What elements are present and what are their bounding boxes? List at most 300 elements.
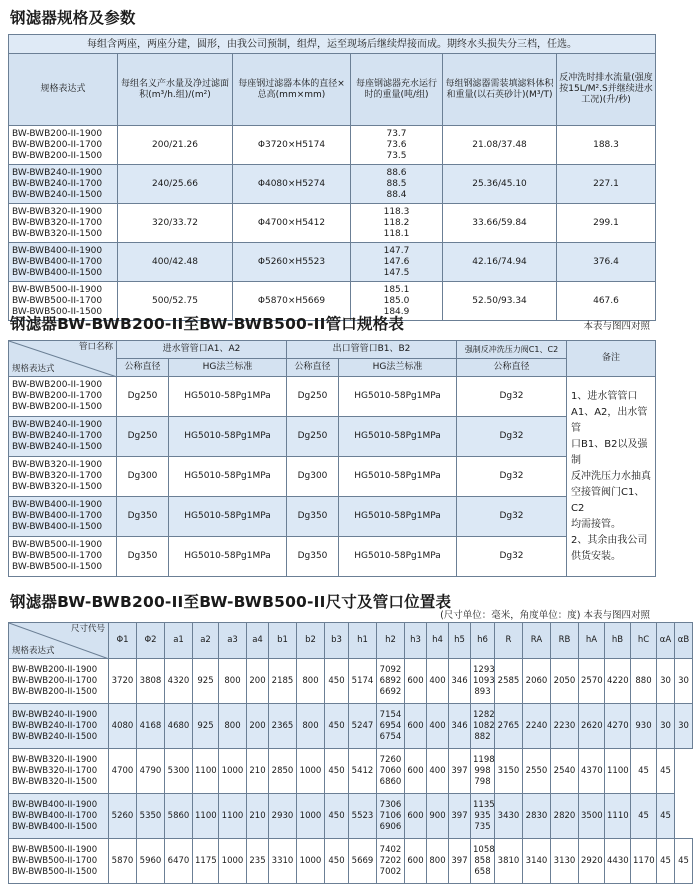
dimension-cell: 4430 xyxy=(605,839,631,884)
dimension-value: 7154 xyxy=(379,709,402,720)
media-cell: 25.36/45.10 xyxy=(443,165,557,204)
model-name: BW-BWB240-II-1700 xyxy=(12,431,103,441)
column-header: Φ1 xyxy=(109,623,137,659)
model-name: BW-BWB400-II-1700 xyxy=(12,511,103,521)
dimension-value: 1093 xyxy=(473,675,495,686)
dimension-cell xyxy=(471,659,495,704)
dimension-cell: 5247 xyxy=(349,704,377,749)
dimension-cell: 3130 xyxy=(551,839,579,884)
weight-value: 147.6 xyxy=(383,256,410,267)
column-header: h2 xyxy=(377,623,405,659)
dimension-cell: 1100 xyxy=(193,794,219,839)
size-cell: Φ5260×H5523 xyxy=(233,243,351,282)
section3-note: (尺寸单位：毫米，角度单位：度) 本表与图四对照 xyxy=(440,610,650,621)
model-name: BW-BWB240-II-1900 xyxy=(12,167,103,178)
dimension-cell: 3808 xyxy=(137,659,165,704)
backwash-cell: 299.1 xyxy=(557,204,656,243)
dimension-value: 7202 xyxy=(379,855,402,866)
outlet-dn-cell: Dg250 xyxy=(287,377,339,417)
dimension-value: 6860 xyxy=(379,776,402,787)
dimension-cell xyxy=(377,704,405,749)
dimension-cell: 45 xyxy=(631,794,657,839)
weight-value: 73.7 xyxy=(386,128,407,139)
model-name: BW-BWB240-II-1900 xyxy=(12,709,98,720)
dimension-cell: 800 xyxy=(297,659,325,704)
dimension-cell: 4370 xyxy=(579,749,605,794)
table-row xyxy=(9,749,693,794)
dimension-cell: 2570 xyxy=(579,659,605,704)
dimension-cell: 45 xyxy=(657,794,675,839)
table-row xyxy=(9,704,693,749)
model-name: BW-BWB200-II-1500 xyxy=(12,402,103,412)
column-header: hC xyxy=(631,623,657,659)
table-row xyxy=(9,659,693,704)
column-header: h6 xyxy=(471,623,495,659)
weight-value: 118.2 xyxy=(383,217,410,228)
model-name: BW-BWB320-II-1900 xyxy=(12,460,103,470)
column-header: b2 xyxy=(297,623,325,659)
table-row xyxy=(9,497,656,537)
dimension-value: 6754 xyxy=(379,731,402,742)
table-row xyxy=(9,165,656,204)
model-name: BW-BWB500-II-1500 xyxy=(12,306,103,317)
section2-note: 本表与图四对照 xyxy=(583,321,650,332)
header-inlet-flange: HG法兰标准 xyxy=(169,359,287,377)
size-cell: Φ5870×H5669 xyxy=(233,282,351,321)
dimension-cell: 2185 xyxy=(269,659,297,704)
dimension-cell: 4680 xyxy=(165,704,193,749)
dimension-cell: 1110 xyxy=(605,794,631,839)
capacity-cell: 500/52.75 xyxy=(118,282,233,321)
column-header: a3 xyxy=(219,623,247,659)
dimension-cell: 2540 xyxy=(551,749,579,794)
dimension-cell: 5350 xyxy=(137,794,165,839)
capacity-cell: 200/21.26 xyxy=(118,126,233,165)
column-header: a2 xyxy=(193,623,219,659)
inlet-dn-cell: Dg350 xyxy=(117,497,169,537)
dimension-cell: 600 xyxy=(405,839,427,884)
inlet-flange-cell: HG5010-58Pg1MPa xyxy=(169,377,287,417)
model-cell xyxy=(9,165,118,204)
media-cell: 52.50/93.34 xyxy=(443,282,557,321)
media-cell: 33.66/59.84 xyxy=(443,204,557,243)
table-row xyxy=(9,457,656,497)
header-weight: 每座钢滤器充水运行时的重量(吨/组) xyxy=(351,54,443,126)
valve-dn-cell: Dg32 xyxy=(457,457,567,497)
weight-value: 185.1 xyxy=(383,284,410,295)
model-name: BW-BWB500-II-1700 xyxy=(12,295,103,306)
dimension-value: 7402 xyxy=(379,844,402,855)
model-name: BW-BWB320-II-1500 xyxy=(12,228,103,239)
size-cell: Φ4700×H5412 xyxy=(233,204,351,243)
remark-line: 供货安装。 xyxy=(571,550,621,562)
model-name: BW-BWB200-II-1700 xyxy=(12,675,98,686)
dimension-cell: 6470 xyxy=(165,839,193,884)
model-name: BW-BWB320-II-1700 xyxy=(12,471,103,481)
dimension-cell: 3720 xyxy=(109,659,137,704)
dimension-cell: 1000 xyxy=(219,749,247,794)
valve-dn-cell: Dg32 xyxy=(457,497,567,537)
weight-cell xyxy=(351,243,443,282)
outlet-flange-cell: HG5010-58Pg1MPa xyxy=(339,457,457,497)
model-cell xyxy=(9,794,109,839)
spec-banner: 每组含两座，两座分建，圆形，由我公司预制，组焊，运至现场后继续焊接而成。期终水头损失分三档，任选。 xyxy=(9,35,656,54)
dimension-cell: 200 xyxy=(247,704,269,749)
dimension-cell: 2060 xyxy=(523,659,551,704)
model-name: BW-BWB240-II-1500 xyxy=(12,189,103,200)
dimension-cell: 2365 xyxy=(269,704,297,749)
column-header: R xyxy=(495,623,523,659)
dimension-cell: 900 xyxy=(427,794,449,839)
table-row xyxy=(9,537,656,577)
dimension-cell: 397 xyxy=(449,749,471,794)
dimension-cell xyxy=(377,659,405,704)
dimension-cell: 4080 xyxy=(109,704,137,749)
dimension-cell: 5860 xyxy=(165,794,193,839)
size-cell: Φ4080×H5274 xyxy=(233,165,351,204)
dimension-cell: 450 xyxy=(325,839,349,884)
column-header: Φ2 xyxy=(137,623,165,659)
model-cell xyxy=(9,204,118,243)
model-name: BW-BWB240-II-1500 xyxy=(12,731,98,742)
dimension-value: 7060 xyxy=(379,765,402,776)
dimension-cell: 4270 xyxy=(605,704,631,749)
capacity-cell: 400/42.48 xyxy=(118,243,233,282)
table-row xyxy=(9,377,656,417)
column-header: b1 xyxy=(269,623,297,659)
outlet-flange-cell: HG5010-58Pg1MPa xyxy=(339,417,457,457)
dimension-cell: 200 xyxy=(247,659,269,704)
pipe-table xyxy=(8,340,656,577)
inlet-flange-cell: HG5010-58Pg1MPa xyxy=(169,537,287,577)
model-name: BW-BWB320-II-1900 xyxy=(12,754,98,765)
dimension-cell xyxy=(471,749,495,794)
dimension-cell xyxy=(471,839,495,884)
dimension-cell: 930 xyxy=(631,704,657,749)
inlet-dn-cell: Dg250 xyxy=(117,417,169,457)
outlet-flange-cell: HG5010-58Pg1MPa xyxy=(339,497,457,537)
pipe-corner-top: 管口名称 xyxy=(78,342,113,352)
remark-line: 1、进水管管口 xyxy=(571,390,638,402)
dimension-value: 998 xyxy=(474,765,491,776)
model-name: BW-BWB320-II-1900 xyxy=(12,206,103,217)
spec-table xyxy=(8,34,656,321)
model-name: BW-BWB240-II-1700 xyxy=(12,178,103,189)
inlet-dn-cell: Dg250 xyxy=(117,377,169,417)
dimension-cell: 397 xyxy=(449,794,471,839)
dimension-cell: 5260 xyxy=(109,794,137,839)
model-name: BW-BWB240-II-1500 xyxy=(12,442,103,452)
valve-dn-cell: Dg32 xyxy=(457,377,567,417)
dimension-cell: 3310 xyxy=(269,839,297,884)
dimension-cell: 3810 xyxy=(495,839,523,884)
remark-line: 均需接管。 xyxy=(571,518,621,530)
remark-cell xyxy=(567,377,656,577)
dimension-cell: 3150 xyxy=(495,749,523,794)
dimension-value: 1282 xyxy=(473,709,495,720)
model-name: BW-BWB200-II-1900 xyxy=(12,128,103,139)
remark-line: 反冲洗压力水抽真 xyxy=(571,470,651,482)
dimension-value: 7106 xyxy=(379,810,402,821)
dimension-cell xyxy=(471,704,495,749)
dimension-cell: 4220 xyxy=(605,659,631,704)
dimension-value: 882 xyxy=(474,731,491,742)
dimension-cell: 30 xyxy=(657,704,675,749)
model-name: BW-BWB320-II-1500 xyxy=(12,776,98,787)
dimension-cell: 5523 xyxy=(349,794,377,839)
model-name: BW-BWB200-II-1500 xyxy=(12,150,103,161)
dimension-cell: 1175 xyxy=(193,839,219,884)
dimension-value: 6906 xyxy=(379,821,402,832)
valve-dn-cell: Dg32 xyxy=(457,537,567,577)
pipe-corner-cell xyxy=(9,341,117,377)
model-name: BW-BWB400-II-1900 xyxy=(12,799,98,810)
model-cell xyxy=(9,537,117,577)
column-header: RB xyxy=(551,623,579,659)
valve-dn-cell: Dg32 xyxy=(457,417,567,457)
header-remark: 备注 xyxy=(567,341,656,377)
dimension-cell: 5412 xyxy=(349,749,377,794)
dimension-cell: 2820 xyxy=(551,794,579,839)
column-header: b3 xyxy=(325,623,349,659)
weight-value: 88.4 xyxy=(386,189,407,200)
dimension-cell: 397 xyxy=(449,839,471,884)
dimension-cell: 2230 xyxy=(551,704,579,749)
backwash-cell: 467.6 xyxy=(557,282,656,321)
dimension-cell: 3140 xyxy=(523,839,551,884)
table-row xyxy=(9,417,656,457)
model-name: BW-BWB400-II-1500 xyxy=(12,522,103,532)
model-name: BW-BWB400-II-1700 xyxy=(12,256,103,267)
column-header: hB xyxy=(605,623,631,659)
weight-value: 73.5 xyxy=(386,150,407,161)
dimension-cell: 600 xyxy=(405,794,427,839)
header-media: 每组钢滤器需装填滤料体积和重量(以石英砂计)(M³/T) xyxy=(443,54,557,126)
dimension-value: 935 xyxy=(474,810,491,821)
model-cell xyxy=(9,126,118,165)
inlet-flange-cell: HG5010-58Pg1MPa xyxy=(169,497,287,537)
model-cell xyxy=(9,417,117,457)
dimension-cell: 5669 xyxy=(349,839,377,884)
model-name: BW-BWB200-II-1700 xyxy=(12,139,103,150)
column-header: h3 xyxy=(405,623,427,659)
dimension-value: 1198 xyxy=(473,754,495,765)
remark-line: 2、其余由我公司 xyxy=(571,534,648,546)
model-name: BW-BWB500-II-1700 xyxy=(12,855,98,866)
dimension-value: 1082 xyxy=(473,720,495,731)
dimension-cell: 1000 xyxy=(297,794,325,839)
dimension-cell: 346 xyxy=(449,704,471,749)
header-outlet-dn: 公称直径 xyxy=(287,359,339,377)
dimension-value: 1293 xyxy=(473,664,495,675)
dimension-cell: 925 xyxy=(193,659,219,704)
dimension-cell: 2850 xyxy=(269,749,297,794)
inlet-flange-cell: HG5010-58Pg1MPa xyxy=(169,417,287,457)
dimension-value: 7092 xyxy=(379,664,402,675)
model-name: BW-BWB320-II-1700 xyxy=(12,217,103,228)
capacity-cell: 320/33.72 xyxy=(118,204,233,243)
outlet-dn-cell: Dg300 xyxy=(287,457,339,497)
dimension-cell: 235 xyxy=(247,839,269,884)
table-row xyxy=(9,794,693,839)
model-cell xyxy=(9,457,117,497)
dimension-value: 6892 xyxy=(379,675,402,686)
outlet-flange-cell: HG5010-58Pg1MPa xyxy=(339,537,457,577)
dimension-cell: 4790 xyxy=(137,749,165,794)
dimension-cell: 2240 xyxy=(523,704,551,749)
dimension-cell: 400 xyxy=(427,704,449,749)
dimension-cell: 5174 xyxy=(349,659,377,704)
model-cell xyxy=(9,243,118,282)
weight-value: 185.0 xyxy=(383,295,410,306)
model-cell xyxy=(9,659,109,704)
dimension-value: 735 xyxy=(474,821,491,832)
column-header: RA xyxy=(523,623,551,659)
dimension-cell: 346 xyxy=(449,659,471,704)
weight-value: 118.3 xyxy=(383,206,410,217)
dimension-cell: 2765 xyxy=(495,704,523,749)
dimension-cell: 5300 xyxy=(165,749,193,794)
dimension-cell: 925 xyxy=(193,704,219,749)
model-cell xyxy=(9,497,117,537)
dimension-value: 7260 xyxy=(379,754,402,765)
header-outlet: 出口管管口B1、B2 xyxy=(287,341,457,359)
dimension-cell: 800 xyxy=(219,659,247,704)
backwash-cell: 188.3 xyxy=(557,126,656,165)
dimension-cell: 2620 xyxy=(579,704,605,749)
dimension-cell: 4320 xyxy=(165,659,193,704)
dimension-cell: 210 xyxy=(247,749,269,794)
dimension-cell: 800 xyxy=(219,704,247,749)
model-name: BW-BWB500-II-1500 xyxy=(12,866,98,877)
model-name: BW-BWB500-II-1700 xyxy=(12,551,103,561)
header-outlet-flange: HG法兰标准 xyxy=(339,359,457,377)
column-header: αA xyxy=(657,623,675,659)
dimension-value: 1058 xyxy=(473,844,495,855)
inlet-dn-cell: Dg350 xyxy=(117,537,169,577)
column-header: hA xyxy=(579,623,605,659)
model-name: BW-BWB200-II-1500 xyxy=(12,686,98,697)
dimension-cell: 30 xyxy=(675,659,693,704)
column-header: h5 xyxy=(449,623,471,659)
outlet-dn-cell: Dg250 xyxy=(287,417,339,457)
dimension-cell: 450 xyxy=(325,659,349,704)
weight-value: 147.5 xyxy=(383,267,410,278)
size-cell: Φ3720×H5174 xyxy=(233,126,351,165)
dimension-cell xyxy=(377,794,405,839)
model-name: BW-BWB320-II-1700 xyxy=(12,765,98,776)
model-name: BW-BWB200-II-1700 xyxy=(12,391,103,401)
dimension-cell: 3500 xyxy=(579,794,605,839)
dimension-cell: 2585 xyxy=(495,659,523,704)
section2-title: 钢滤器BW-BWB200-II至BW-BWB500-II管口规格表 xyxy=(10,315,405,333)
dimension-cell: 1000 xyxy=(219,839,247,884)
dimension-cell: 450 xyxy=(325,749,349,794)
dim-corner-cell xyxy=(9,623,109,659)
model-name: BW-BWB200-II-1900 xyxy=(12,664,98,675)
dimension-cell: 210 xyxy=(247,794,269,839)
column-header: h4 xyxy=(427,623,449,659)
section3-title: 钢滤器BW-BWB200-II至BW-BWB500-II尺寸及管口位置表 xyxy=(10,593,452,611)
capacity-cell: 240/25.66 xyxy=(118,165,233,204)
model-name: BW-BWB240-II-1900 xyxy=(12,420,103,430)
remark-line: A1、A2，出水管管 xyxy=(571,406,648,434)
model-name: BW-BWB400-II-1700 xyxy=(12,810,98,821)
model-cell xyxy=(9,377,117,417)
backwash-cell: 227.1 xyxy=(557,165,656,204)
weight-value: 88.5 xyxy=(386,178,407,189)
dimension-cell: 1100 xyxy=(193,749,219,794)
column-header: a1 xyxy=(165,623,193,659)
dimension-cell: 3430 xyxy=(495,794,523,839)
dimension-cell: 1170 xyxy=(631,839,657,884)
model-name: BW-BWB240-II-1700 xyxy=(12,720,98,731)
dimension-cell: 2920 xyxy=(579,839,605,884)
dimension-value: 893 xyxy=(474,686,491,697)
dimension-cell: 400 xyxy=(427,749,449,794)
outlet-dn-cell: Dg350 xyxy=(287,537,339,577)
model-cell xyxy=(9,839,109,884)
dimension-cell: 1100 xyxy=(605,749,631,794)
pipe-corner-bottom: 规格表达式 xyxy=(12,364,55,374)
inlet-dn-cell: Dg300 xyxy=(117,457,169,497)
dimension-cell: 2930 xyxy=(269,794,297,839)
dimension-value: 798 xyxy=(474,776,491,787)
dimension-value: 658 xyxy=(474,866,491,877)
model-name: BW-BWB320-II-1500 xyxy=(12,482,103,492)
model-name: BW-BWB400-II-1900 xyxy=(12,500,103,510)
dim-corner-top: 尺寸代号 xyxy=(70,624,105,634)
dimension-cell: 600 xyxy=(405,659,427,704)
column-header: a4 xyxy=(247,623,269,659)
media-cell: 42.16/74.94 xyxy=(443,243,557,282)
dimension-cell: 1000 xyxy=(297,839,325,884)
dimension-cell: 45 xyxy=(631,749,657,794)
dimension-cell: 450 xyxy=(325,704,349,749)
dimension-cell: 30 xyxy=(675,704,693,749)
header-valve: 强制反冲洗压力阀C1、C2 xyxy=(457,341,567,359)
dimension-table xyxy=(8,622,693,884)
dimension-cell: 5960 xyxy=(137,839,165,884)
dimension-cell: 30 xyxy=(657,659,675,704)
dimension-cell: 4700 xyxy=(109,749,137,794)
dimension-cell: 45 xyxy=(657,749,675,794)
weight-value: 184.9 xyxy=(383,306,410,317)
model-name: BW-BWB500-II-1900 xyxy=(12,844,98,855)
table-row xyxy=(9,126,656,165)
dimension-cell: 800 xyxy=(427,839,449,884)
model-name: BW-BWB500-II-1900 xyxy=(12,540,103,550)
weight-value: 118.1 xyxy=(383,228,410,239)
dimension-cell: 5870 xyxy=(109,839,137,884)
dimension-cell: 450 xyxy=(325,794,349,839)
table-row xyxy=(9,243,656,282)
remark-line: 空接管阀门C1、C2 xyxy=(571,486,645,514)
column-header: αB xyxy=(675,623,693,659)
weight-cell xyxy=(351,204,443,243)
model-name: BW-BWB200-II-1900 xyxy=(12,380,103,390)
weight-cell xyxy=(351,165,443,204)
dimension-cell: 2550 xyxy=(523,749,551,794)
weight-value: 147.7 xyxy=(383,245,410,256)
header-backwash: 反冲洗时排水流量(强度按15L/M².S并继续进水工况)(升/秒) xyxy=(557,54,656,126)
dimension-cell xyxy=(377,749,405,794)
model-name: BW-BWB500-II-1500 xyxy=(12,562,103,572)
outlet-dn-cell: Dg350 xyxy=(287,497,339,537)
model-name: BW-BWB400-II-1500 xyxy=(12,267,103,278)
header-size: 每座钢过滤器本体的直径×总高(mm×mm) xyxy=(233,54,351,126)
dimension-cell: 1000 xyxy=(297,749,325,794)
